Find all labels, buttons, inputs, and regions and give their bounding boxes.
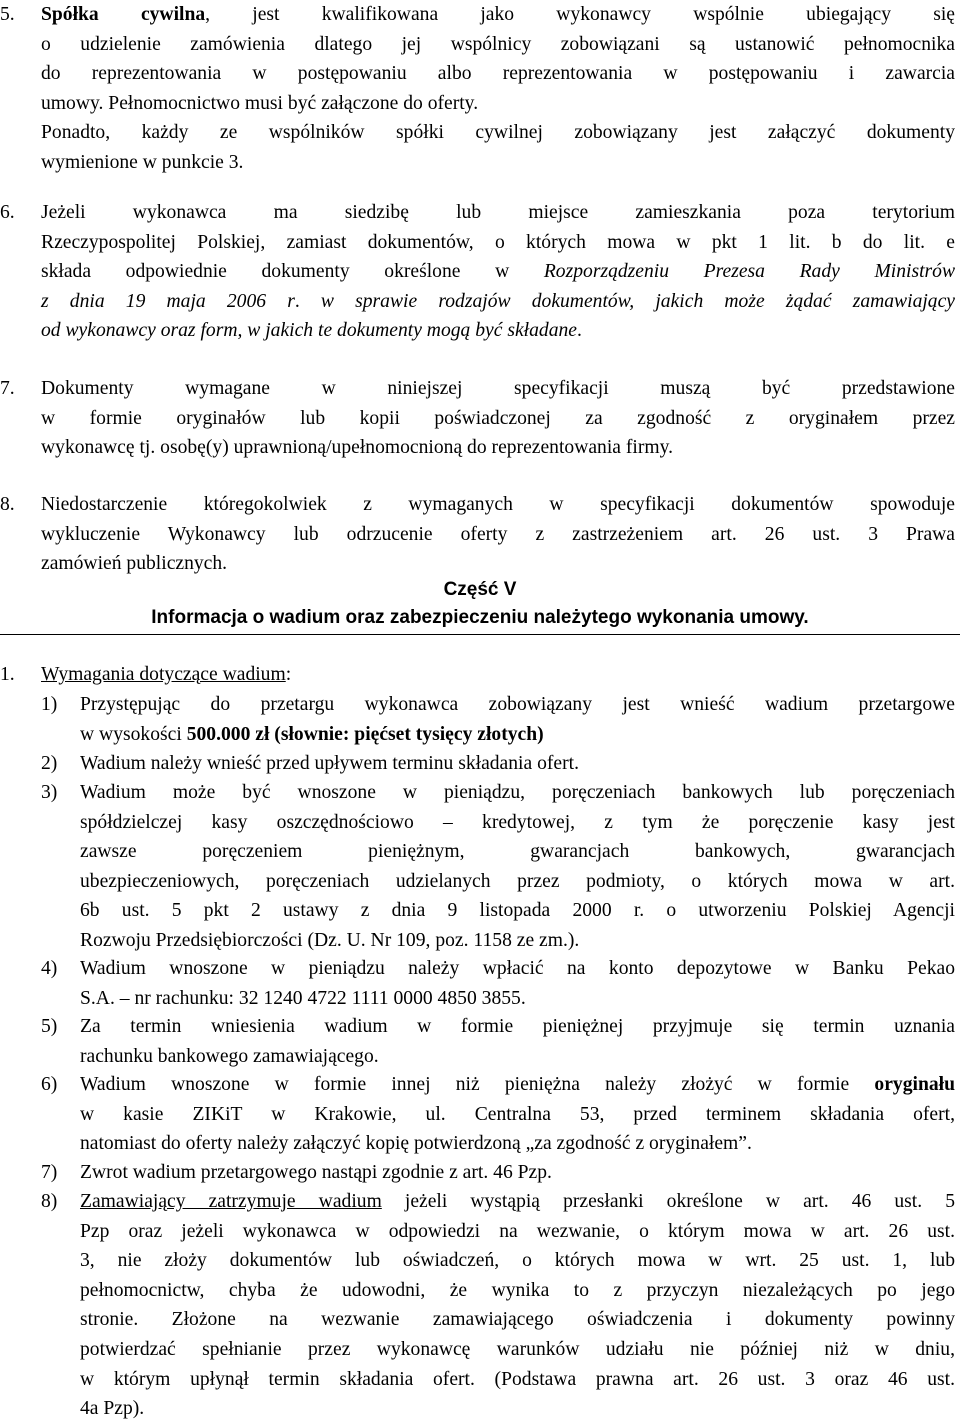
- item-5-number: 5): [41, 1016, 58, 1037]
- spolka-cywilna-term: Spółka cywilna: [41, 4, 206, 25]
- item-1: Przystępując do przetargu wykonawca zobowiązany jest wnieść wadium przetargowe w wysokości 500.000 zł (słownie: pięćset tysięcy złotych): [80, 694, 955, 745]
- point-6: Jeżeli wykonawca ma siedzibę lub miejsce zamieszkania poza terytorium Rzeczypospolitej Polskiej, zamiast dokumentów, o których mowa w pkt 1 lit. b do lit. e składa odpowiednie dokumenty określone w Rozporządzeniu Prezesa Rady Ministrów z dnia 19 maja 2006 r. w sprawie rodzajów dokumentów, jakich może żądać zamawiający od wykonawcy oraz form, w jakich te dokumenty mogą być składane.: [41, 202, 956, 342]
- requirements-heading: Wymagania dotyczące wadium:: [41, 664, 292, 685]
- item-6: Wadium wnoszone w formie innej niż pieniężna należy złożyć w formie oryginału w kasie ZIKiT w Krakowie, ul. Centralna 53, przed terminem składania ofert, natomiast do oferty należy załączyć kopię potwierdzoną „za zgodność z oryginałem”.: [80, 1074, 955, 1155]
- point-5: Spółka cywilna, jest kwalifikowana jako wykonawcy wspólnie ubiegający się o udzielenie zamówienia dlatego jej wspólnicy zobowiązani są ustanowić pełnomocnika do reprezentowania w postępowaniu albo reprezentowania w postępowaniu i zawarcia umowy. Pełnomocnictwo musi być załączone do oferty. Ponadto, każdy ze wspólników spółki cywilnej zobowiązany jest załączyć dokumenty wymienione w punkcie 3.: [41, 4, 955, 173]
- item-6-number: 6): [41, 1074, 58, 1095]
- item-3-number: 3): [41, 782, 58, 803]
- item-3: Wadium może być wnoszone w pieniądzu, poręczeniach bankowych lub poręczeniach spółdzielczej kasy oszczędnościowo – kredytowej, z tym że poręczenie kasy jest zawsze poręczeniem pieniężnym, gwarancjach bankowych, gwarancjach ubezpieczeniowych, poręczeniach udzielanych przez podmioty, o których mowa w art. 6b ust. 5 pkt 2 ustawy z dnia 9 listopada 2000 r. o utworzeniu Polskiej Agencji Rozwoju Przedsiębiorczości (Dz. U. Nr 109, poz. 1158 ze zm.).: [80, 782, 955, 951]
- item-4: Wadium wnoszone w pieniądzu należy wpłacić na konto depozytowe w Banku Pekao S.A. – nr rachunku: 32 1240 4722 1111 0000 4850 3855.: [80, 954, 955, 1013]
- point-6-number: 6.: [0, 202, 15, 223]
- point-8: Niedostarczenie któregokolwiek z wymaganych w specyfikacji dokumentów spowoduje wykluczenie Wykonawcy lub odrzucenie oferty z zastrzeżeniem art. 26 ust. 3 Prawa zamówień publicznych.: [41, 494, 955, 575]
- requirements-number: 1.: [0, 664, 15, 685]
- item-8-number: 8): [41, 1191, 58, 1212]
- item-5: Za termin wniesienia wadium w formie pieniężnej przyjmuje się termin uznania rachunku bankowego zamawiającego.: [80, 1016, 955, 1067]
- point-7-number: 7.: [0, 378, 15, 399]
- section-subtitle: Informacja o wadium oraz zabezpieczeniu należytego wykonania umowy.: [151, 607, 809, 628]
- bank-account: S.A. – nr rachunku: 32 1240 4722 1111 0000 4850 3855.: [80, 987, 526, 1009]
- point-8-number: 8.: [0, 494, 15, 515]
- wadium-amount: 500.000 zł (słownie: pięćset tysięcy złotych): [186, 723, 544, 745]
- item-2: Wadium należy wnieść przed upływem terminu składania ofert.: [80, 753, 579, 774]
- item-4-number: 4): [41, 958, 58, 979]
- section-divider: [0, 634, 960, 635]
- item-2-number: 2): [41, 753, 58, 774]
- item-7-number: 7): [41, 1162, 58, 1183]
- point-5-number: 5.: [0, 4, 15, 25]
- item-1-number: 1): [41, 694, 58, 715]
- item-8: Zamawiający zatrzymuje wadium jeżeli wystąpią przesłanki określone w art. 46 ust. 5 Pzp oraz jeżeli wykonawca w odpowiedzi na wezwanie, o którym mowa w art. 26 ust. 3, nie złoży dokumentów lub oświadczeń, o których mowa w wrt. 25 ust. 1, lub pełnomocnictw, chyba że udowodni, że wynika to z przyczyn niezależących po jego stronie. Złożone na wezwanie zamawiającego oświadczenia i dokumenty powinny potwierdzać spełnianie przez wykonawcę warunków udziału nie później niż w dniu, w którym upłynął termin składania ofert. (Podstawa prawna art. 26 ust. 3 oraz 46 ust. 4a Pzp).: [80, 1191, 956, 1420]
- item-7: Zwrot wadium przetargowego nastąpi zgodnie z art. 46 Pzp.: [80, 1162, 552, 1183]
- section-title: Część V: [443, 579, 517, 600]
- point-7: Dokumenty wymagane w niniejszej specyfikacji muszą być przedstawione w formie oryginałów lub kopii poświadczonej za zgodność z oryginałem przez wykonawcę tj. osobę(y) uprawnioną/upełnomocnioną do reprezentowania firmy.: [41, 378, 955, 459]
- regulation-reference: Rozporządzeniu Prezesa Rady Ministrów: [543, 261, 956, 283]
